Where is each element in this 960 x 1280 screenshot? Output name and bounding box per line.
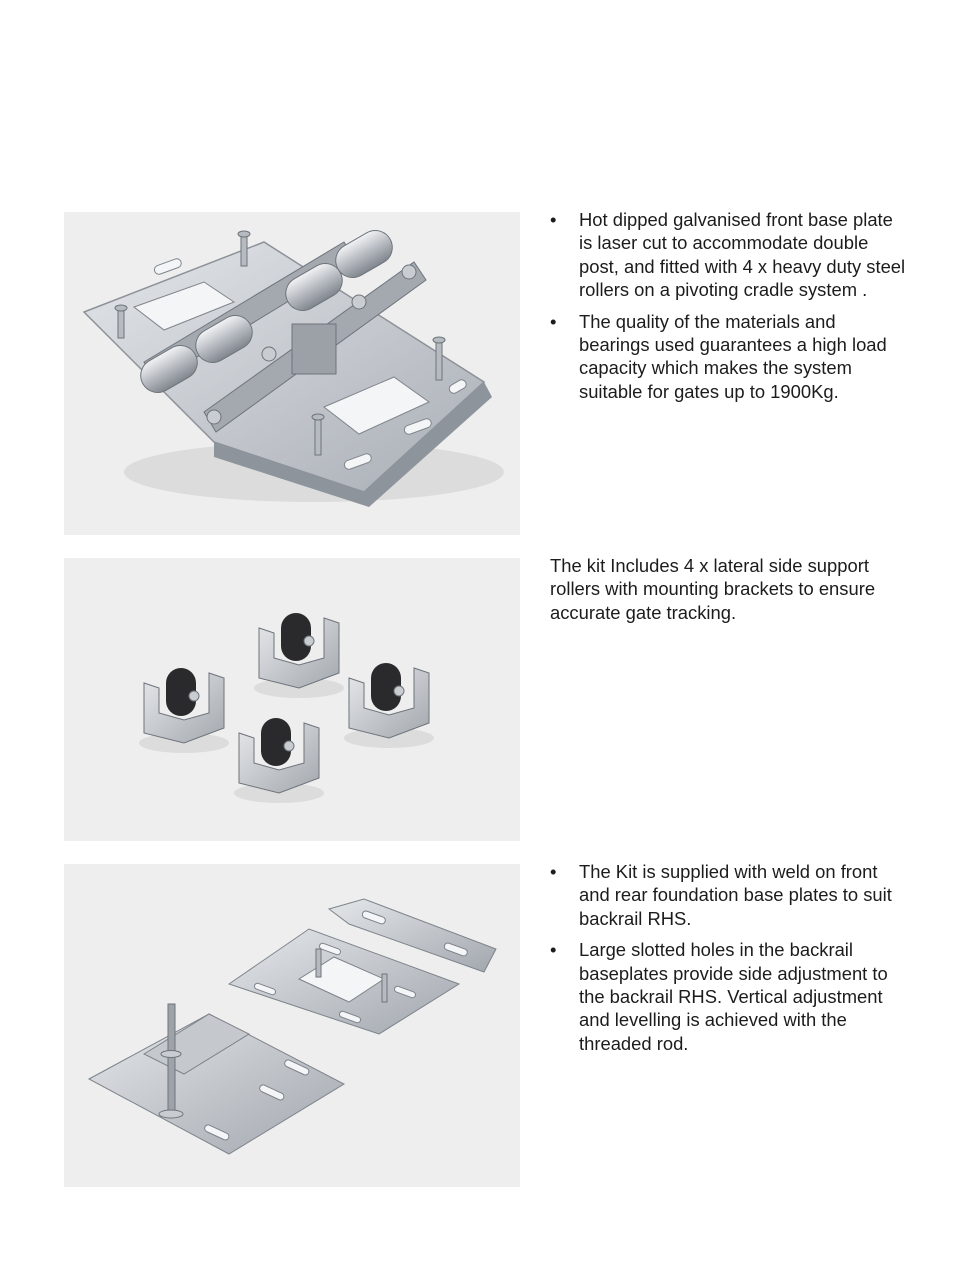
bullet-dot: • xyxy=(550,939,557,961)
bullet-item xyxy=(550,310,910,404)
foundation-base-plates-illustration xyxy=(64,864,520,1187)
bullet-item xyxy=(550,860,910,930)
bullet-text: The quality of the materials and bearings used guarantees a high load capacity which makes the system suitable for gates up to 1900Kg. xyxy=(579,310,887,402)
side-support-paragraph: The kit Includes 4 x lateral side support rollers with mounting brackets to ensure accurate gate tracking. xyxy=(550,555,876,623)
bullet-text: Hot dipped galvanised front base plate is laser cut to accommodate double post, and fitted with 4 x heavy duty steel rollers on a pivoting cradle system . xyxy=(579,209,906,301)
foundation-base-plates-description xyxy=(550,860,910,1063)
bullet-item xyxy=(550,208,910,302)
bullet-text: The Kit is supplied with weld on front and rear foundation base plates to suit backrail RHS. xyxy=(579,861,892,929)
roller-base-plate-bullets xyxy=(550,208,910,403)
bullet-item xyxy=(550,938,910,1055)
roller-base-plate-illustration xyxy=(64,212,520,535)
side-support-rollers-description xyxy=(550,554,910,624)
roller-base-plate-image xyxy=(64,212,520,535)
roller-base-plate-description xyxy=(550,208,910,411)
bullet-dot: • xyxy=(550,209,557,230)
bullet-dot: • xyxy=(550,861,557,882)
foundation-base-plates-bullets xyxy=(550,860,910,1055)
foundation-base-plates-image xyxy=(64,864,520,1187)
bullet-dot: • xyxy=(550,310,557,332)
bullet-text: Large slotted holes in the backrail baseplates provide side adjustment to the backrail RHS. Vertical adjustment and levelling is achieved with the threaded rod. xyxy=(579,939,888,1054)
side-support-rollers-illustration xyxy=(64,558,520,841)
side-support-rollers-image xyxy=(64,558,520,841)
